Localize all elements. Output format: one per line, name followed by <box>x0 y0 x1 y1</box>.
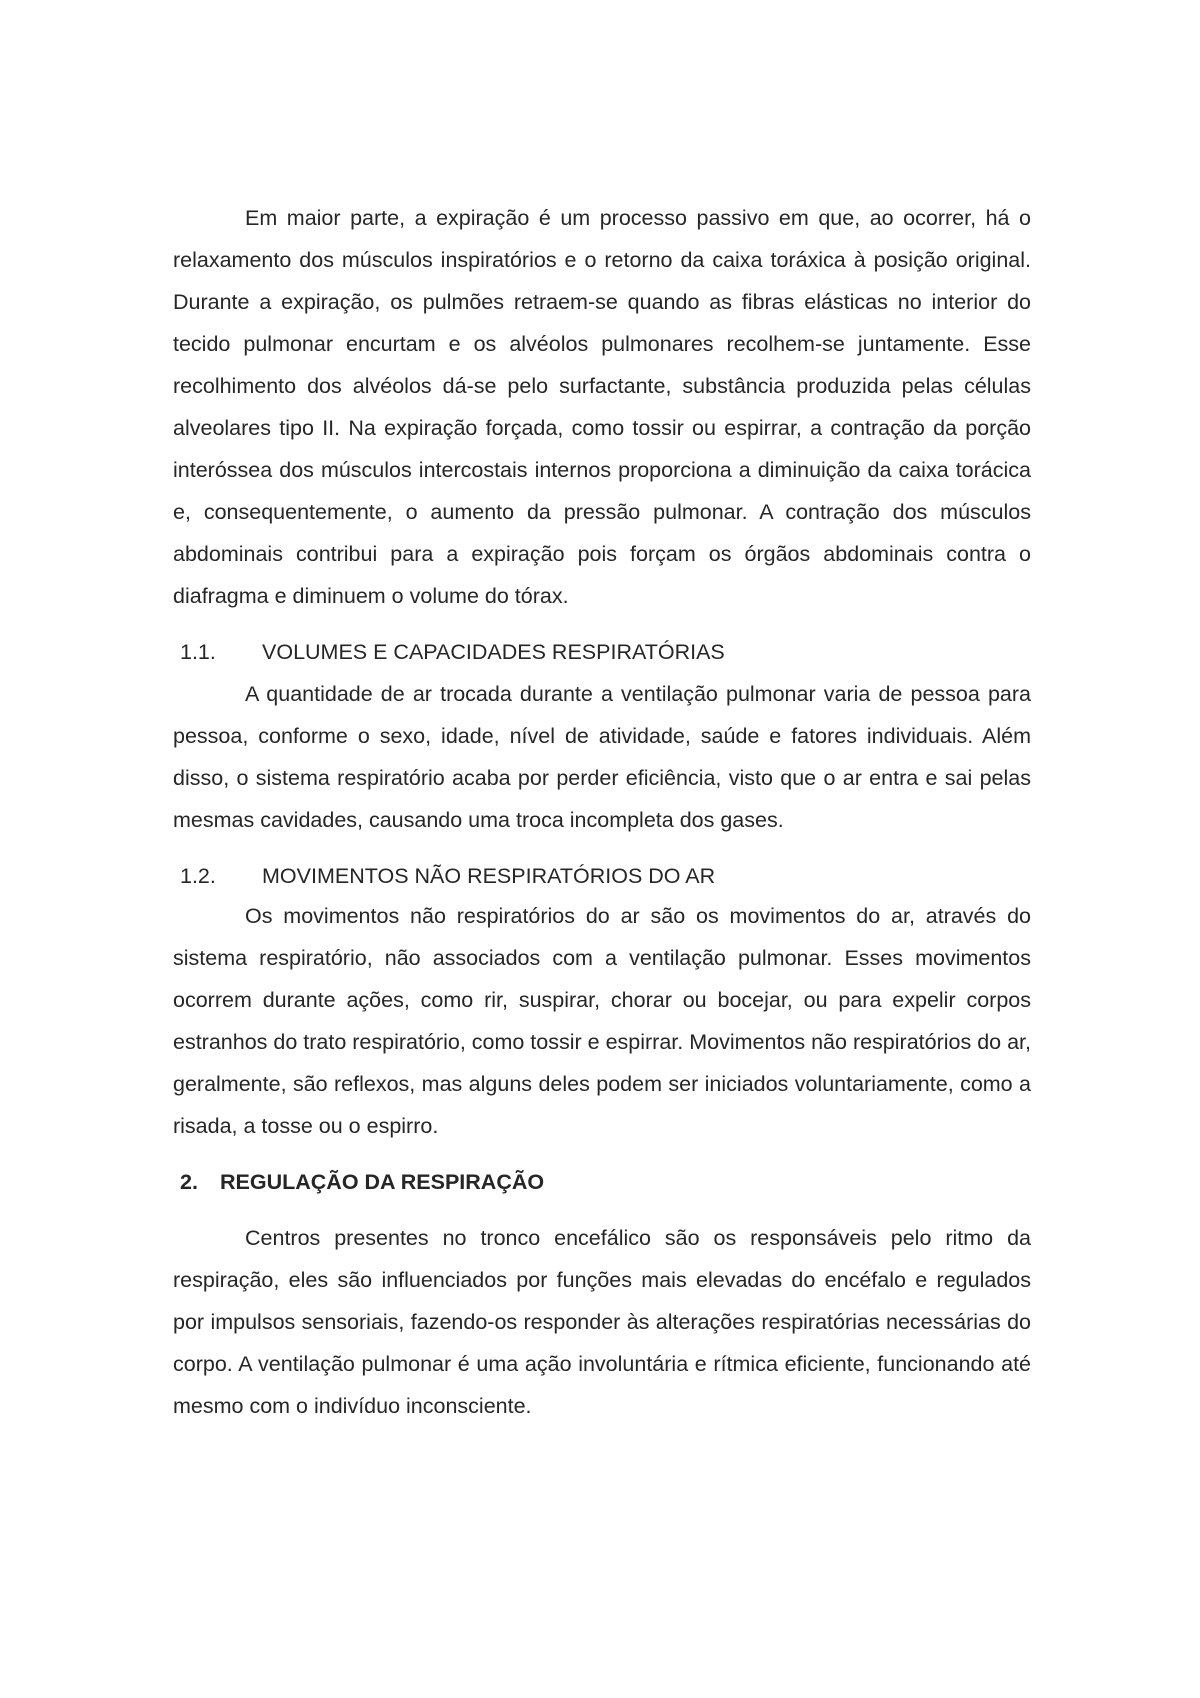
paragraph-expiration: Em maior parte, a expiração é um processo passivo em que, ao ocorrer, há o relaxamento dos músculos inspiratórios e o retorno da caixa toráxica à posição original. Durante a expiração, os pulmões retraem-se quando as fibras elásticas no interior do tecido pulmonar encurtam e os alvéolos pulmonares recolhem-se juntamente. Esse recolhimento dos alvéolos dá-se pelo surfactante, substância produzida pelas células alveolares tipo II. Na expiração forçada, como tossir ou espirrar, a contração da porção interóssea dos músculos intercostais internos proporciona a diminuição da caixa torácica e, consequentemente, o aumento da pressão pulmonar. A contração dos músculos abdominais contribui para a expiração pois forçam os órgãos abdominais contra o diafragma e diminuem o volume do tórax. <box>173 206 1031 608</box>
document-page <box>173 197 1031 1427</box>
section-number: 1.1. <box>180 640 216 664</box>
paragraph-non-respiratory-movements: Os movimentos não respiratórios do ar são os movimentos do ar, através do sistema respiratório, não associados com a ventilação pulmonar. Esses movimentos ocorrem durante ações, como rir, suspirar, chorar ou bocejar, ou para expelir corpos estranhos do trato respiratório, como tossir e espirrar. Movimentos não respiratórios do ar, geralmente, são reflexos, mas alguns deles podem ser iniciados voluntariamente, como a risada, a tosse ou o espirro. <box>173 904 1031 1138</box>
section-title: MOVIMENTOS NÃO RESPIRATÓRIOS DO AR <box>262 864 716 888</box>
section-heading-2 <box>173 1161 1031 1203</box>
section-number: 2. <box>180 1170 198 1194</box>
section-number: 1.2. <box>180 864 216 888</box>
section-title: REGULAÇÃO DA RESPIRAÇÃO <box>220 1170 545 1194</box>
paragraph-regulation: Centros presentes no tronco encefálico são os responsáveis pelo ritmo da respiração, eles são influenciados por funções mais elevadas do encéfalo e regulados por impulsos sensoriais, fazendo-os responder às alterações respiratórias necessárias do corpo. A ventilação pulmonar é uma ação involuntária e rítmica eficiente, funcionando até mesmo com o indivíduo inconsciente. <box>173 1226 1031 1418</box>
section-heading-1-2 <box>173 855 1031 897</box>
section-title: VOLUMES E CAPACIDADES RESPIRATÓRIAS <box>262 640 725 664</box>
section-heading-1-1 <box>173 631 1031 673</box>
paragraph-volumes: A quantidade de ar trocada durante a ventilação pulmonar varia de pessoa para pessoa, conforme o sexo, idade, nível de atividade, saúde e fatores individuais. Além disso, o sistema respiratório acaba por perder eficiência, visto que o ar entra e sai pelas mesmas cavidades, causando uma troca incompleta dos gases. <box>173 682 1031 832</box>
